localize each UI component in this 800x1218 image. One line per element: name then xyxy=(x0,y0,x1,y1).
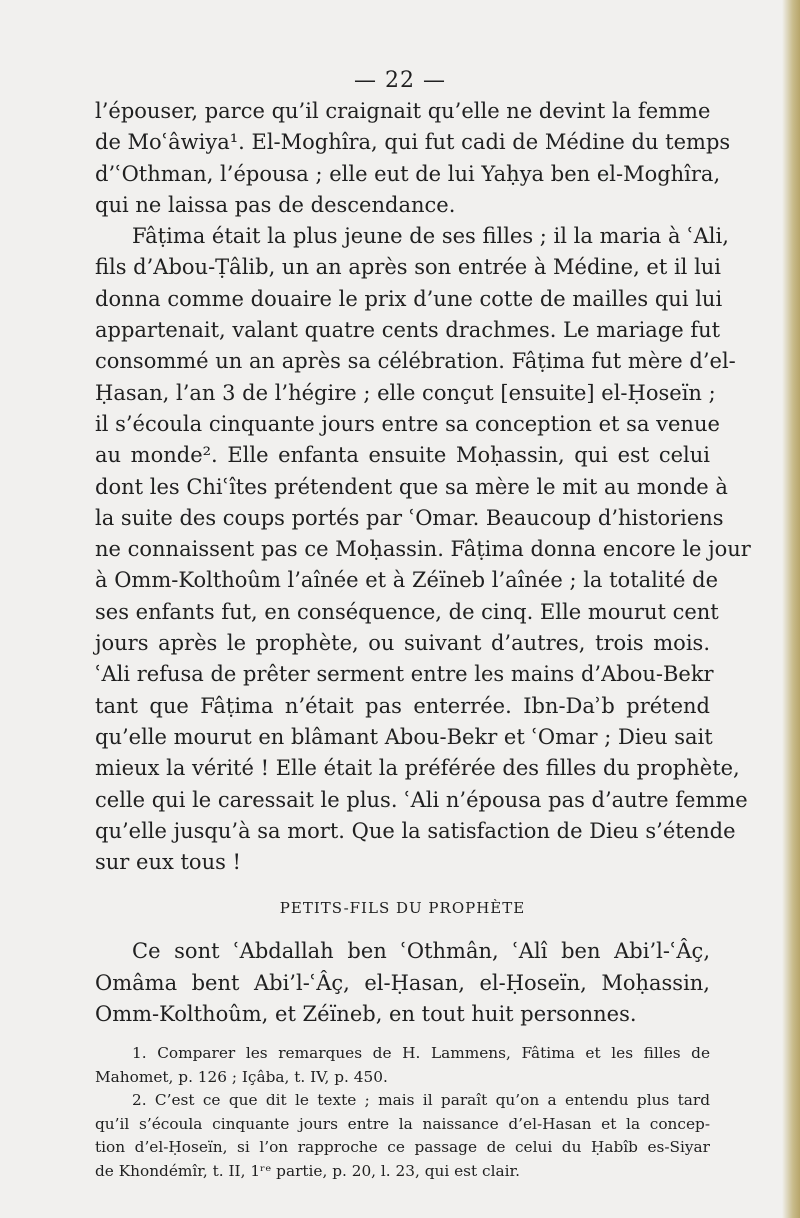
footnote-line: de Khondémîr, t. II, 1ʳᵉ partie, p. 20, l. 23, qui est clair. xyxy=(95,1161,520,1180)
body-line: qu’elle mourut en blâmant Abou-Bekr et ʿOmar ; Dieu sait xyxy=(95,724,713,749)
body-paragraphs xyxy=(95,96,751,878)
footnotes xyxy=(95,1042,710,1183)
body-line: de Moʿâwiya¹. El-Moghîra, qui fut cadi de Médine du temps xyxy=(95,130,731,155)
body-line: appartenait, valant quatre cents drachmes. Le mariage fut xyxy=(95,318,721,343)
body-line: Ḥasan, l’an 3 de l’hégire ; elle conçut [ensuite] el-Ḥoseïn ; xyxy=(95,380,716,405)
footnote-line: 2. C’est ce que dit le texte ; mais il paraît qu’on a entendu plus tard xyxy=(132,1091,710,1110)
body-line: la suite des coups portés par ʿOmar. Beaucoup d’historiens xyxy=(95,505,724,530)
body-line: tant que Fâṭima n’était pas enterrée. Ibn-Daʾb prétend xyxy=(95,693,710,718)
body-line: donna comme douaire le prix d’une cotte de mailles qui lui xyxy=(95,286,723,311)
body-line: d’ʿOthman, l’épousa ; elle eut de lui Yaḥya ben el-Moghîra, xyxy=(95,161,721,186)
section-heading: PETITS-FILS DU PROPHÈTE xyxy=(279,899,526,918)
body-line: à Omm-Kolthoûm l’aînée et à Zéïneb l’aînée ; la totalité de xyxy=(95,568,718,593)
body-line: ses enfants fut, en conséquence, de cinq. Elle mourut cent xyxy=(95,599,719,624)
body-line: ne connaissent pas ce Moḥassin. Fâṭima donna encore le jour xyxy=(95,537,751,562)
footnote-line: tion d’el-Ḥoseïn, si l’on rapproche ce passage de celui du Ḥabîb es-Siyar xyxy=(95,1138,710,1157)
body-line: il s’écoula cinquante jours entre sa conception et sa venue xyxy=(95,411,720,436)
body-line: celle qui le caressait le plus. ʿAli n’épousa pas d’autre femme xyxy=(95,787,748,812)
footnote-line: 1. Comparer les remarques de H. Lammens, Fâtima et les filles de xyxy=(132,1044,710,1063)
body-line: fils d’Abou-Ṭâlib, un an après son entrée à Médine, et il lui xyxy=(95,255,722,280)
body-line: jours après le prophète, ou suivant d’autres, trois mois. xyxy=(95,631,710,656)
section-line: Omâma bent Abi’l-ʿÂç, el-Ḥasan, el-Ḥoseïn, Moḥassin, xyxy=(95,970,710,995)
body-line: qu’elle jusqu’à sa mort. Que la satisfaction de Dieu s’étende xyxy=(95,818,736,843)
page-number: — 22 — xyxy=(354,68,446,93)
section-line: Ce sont ʿAbdallah ben ʿOthmân, ʿAlî ben Abi’l-ʿÂç, xyxy=(132,939,710,964)
section-line: Omm-Kolthoûm, et Zéïneb, en tout huit personnes. xyxy=(95,1002,637,1027)
page-edge-shadow xyxy=(782,0,800,1218)
body-line: consommé un an après sa célébration. Fâṭima fut mère d’el- xyxy=(95,349,736,374)
body-line: sur eux tous ! xyxy=(95,850,241,875)
section-paragraph xyxy=(95,936,710,1030)
footnote-line: qu’il s’écoula cinquante jours entre la naissance d’el-Hasan et la concep- xyxy=(95,1114,710,1133)
footnote-line: Mahomet, p. 126 ; Içâba, t. IV, p. 450. xyxy=(95,1067,388,1086)
body-line: Fâṭima était la plus jeune de ses filles ; il la maria à ʿAli, xyxy=(132,224,729,249)
body-line: au monde². Elle enfanta ensuite Moḥassin, qui est celui xyxy=(95,443,710,468)
body-line: dont les Chiʿîtes prétendent que sa mère le mit au monde à xyxy=(95,474,728,499)
main-text-block xyxy=(95,96,751,1183)
body-line: qui ne laissa pas de descendance. xyxy=(95,192,456,217)
body-line: ʿAli refusa de prêter serment entre les mains d’Abou-Bekr xyxy=(95,662,714,687)
body-line: mieux la vérité ! Elle était la préférée des filles du prophète, xyxy=(95,756,740,781)
body-line: l’épouser, parce qu’il craignait qu’elle ne devint la femme xyxy=(95,99,711,123)
